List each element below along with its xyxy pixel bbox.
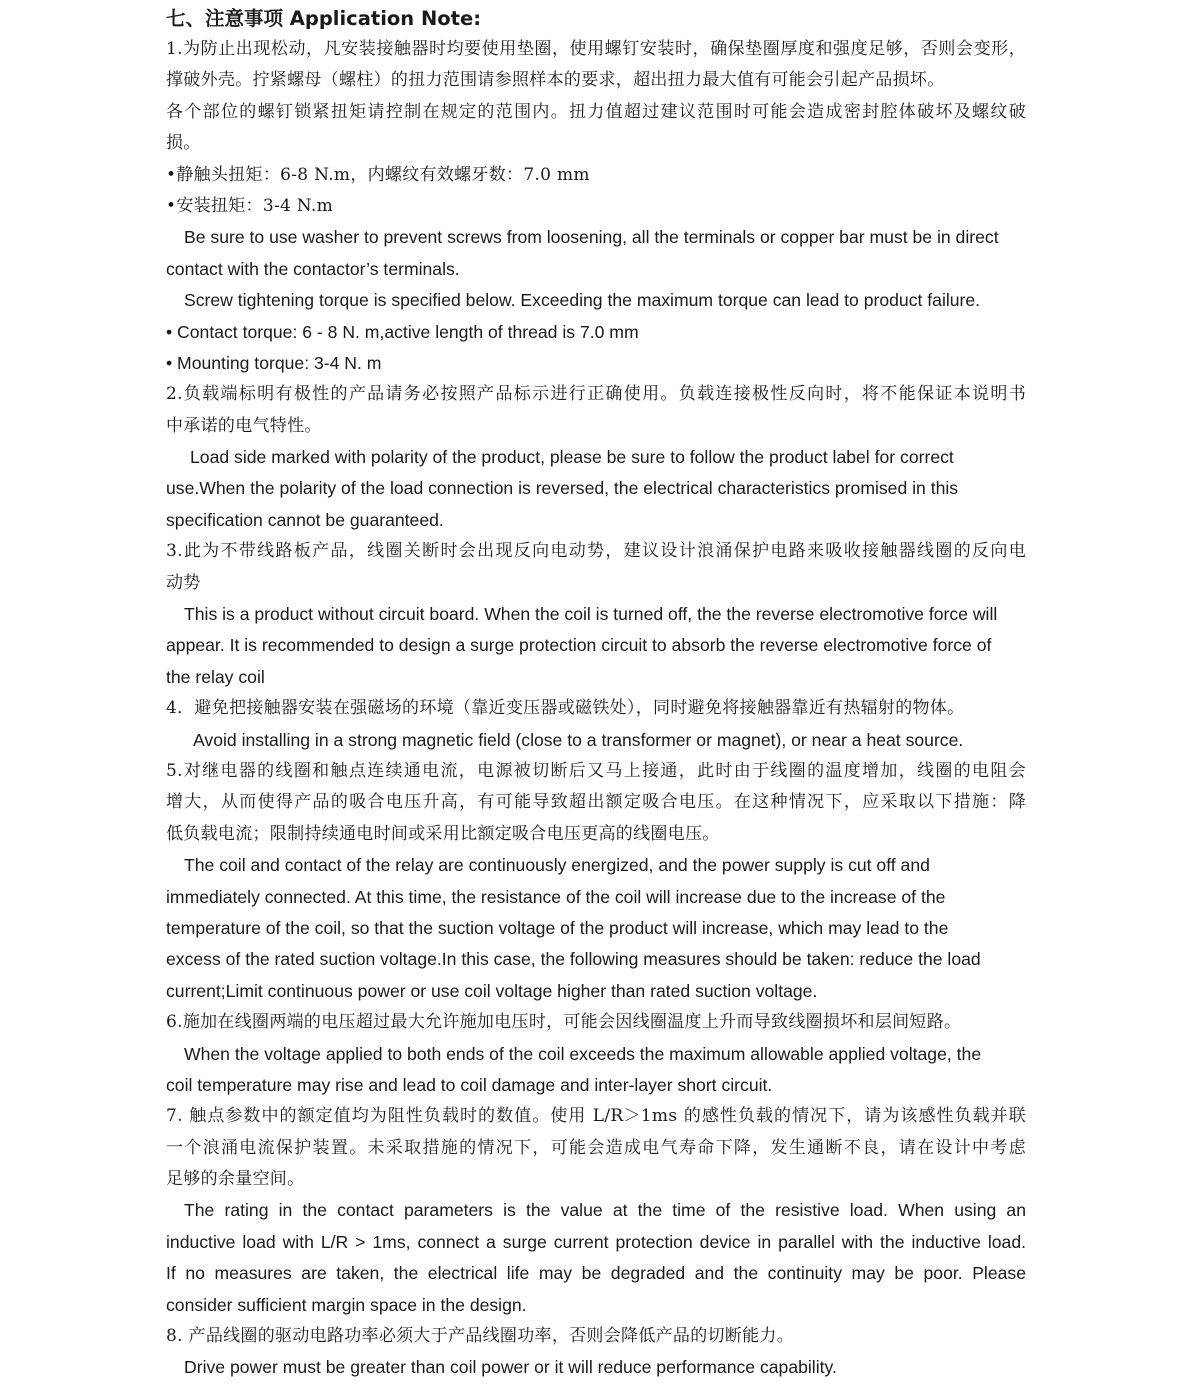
- note-5-cn-line-1: 5.对继电器的线圈和触点连续通电流，电源被切断后又马上接通，此时由于线圈的温度增加，线圈的电阻会: [166, 760, 1026, 781]
- note-7-en-line-4: consider sufficient margin space in the design.: [166, 1294, 527, 1315]
- section-title: 七、注意事项 Application Note:: [166, 7, 482, 30]
- note-1-en-line-1: Be sure to use washer to prevent screws from loosening, all the terminals or copper bar must be in direct: [184, 227, 999, 248]
- note-8-en-line-1: Drive power must be greater than coil power or it will reduce performance capability.: [184, 1357, 837, 1378]
- note-7-en-line-3: If no measures are taken, the electrical life may be degraded and the continuity may be poor. Please: [166, 1263, 1026, 1284]
- note-1-en-line-2: contact with the contactor’s terminals.: [166, 258, 460, 279]
- note-6-en-line-2: coil temperature may rise and lead to coil damage and inter-layer short circuit.: [166, 1074, 773, 1095]
- note-7-cn-line-2: 一个浪涌电流保护装置。未采取措施的情况下，可能会造成电气寿命下降，发生通断不良，请在设计中考虑: [166, 1137, 1026, 1158]
- application-note-document: [166, 3, 1026, 1384]
- note-1-en-line-3: Screw tightening torque is specified below. Exceeding the maximum torque can lead to product failure.: [184, 290, 981, 311]
- note-2-en-line-2: use.When the polarity of the load connection is reversed, the electrical characteristics promised in this: [166, 478, 959, 499]
- note-7-cn-line-3: 足够的余量空间。: [166, 1169, 305, 1190]
- note-2-en-line-3: specification cannot be guaranteed.: [166, 509, 444, 530]
- note-4-cn-line-1: 4．避免把接触器安装在强磁场的环境（靠近变压器或磁铁处），同时避免将接触器靠近有热辐射的物体。: [166, 698, 965, 719]
- note-2-cn-line-2: 中承诺的电气特性。: [166, 415, 322, 436]
- note-5-en-line-2: immediately connected. At this time, the resistance of the coil will increase due to the increase of the: [166, 886, 946, 907]
- note-1-en-contact-torque: • Contact torque: 6 - 8 N. m,active length of thread is 7.0 mm: [166, 321, 639, 342]
- note-1-en-mounting-torque: • Mounting torque: 3-4 N. m: [166, 352, 382, 373]
- note-2-en-line-1: Load side marked with polarity of the product, please be sure to follow the product label for correct: [190, 447, 954, 468]
- note-1-cn-line-1: 1.为防止出现松动，凡安装接触器时均要使用垫圈，使用螺钉安装时，确保垫圈厚度和强度足够，否则会变形，: [166, 39, 1026, 59]
- note-8-cn-line-1: 8. 产品线圈的驱动电路功率必须大于产品线圈功率，否则会降低产品的切断能力。: [166, 1326, 795, 1347]
- note-3-cn-line-1: 3.此为不带线路板产品，线圈关断时会出现反向电动势，建议设计浪涌保护电路来吸收接触器线圈的反向电: [166, 541, 1026, 562]
- note-1-cn-line-2: 撑破外壳。拧紧螺母（螺柱）的扭力范围请参照样本的要求，超出扭力最大值有可能会引起产品损坏。: [166, 70, 945, 91]
- note-3-en-line-3: the relay coil: [166, 666, 265, 687]
- note-7-cn-line-1: 7. 触点参数中的额定值均为阻性负载时的数值。使用 L/R＞1ms 的感性负载的情况下，请为该感性负载并联: [166, 1106, 1026, 1127]
- note-7-en-line-2: inductive load with L/R > 1ms, connect a surge current protection device in parallel with the inductive load.: [166, 1231, 1026, 1252]
- note-1-cn-line-3: 各个部位的螺钉锁紧扭矩请控制在规定的范围内。扭力值超过建议范围时可能会造成密封腔体破坏及螺纹破: [166, 101, 1026, 122]
- note-7-en-line-1: The rating in the contact parameters is the value at the time of the resistive load. When using an: [184, 1200, 1026, 1221]
- note-6-en-line-1: When the voltage applied to both ends of the coil exceeds the maximum allowable applied voltage, the: [184, 1043, 982, 1064]
- note-5-en-line-5: current;Limit continuous power or use coil voltage higher than rated suction voltage.: [166, 980, 818, 1001]
- note-3-en-line-1: This is a product without circuit board. When the coil is turned off, the the reverse electromotive force will: [184, 604, 998, 625]
- note-5-en-line-4: excess of the rated suction voltage.In this case, the following measures should be taken: reduce the load: [166, 949, 981, 970]
- note-5-en-line-3: temperature of the coil, so that the suction voltage of the product will increase, which may lead to the: [166, 917, 949, 938]
- note-6-cn-line-1: 6.施加在线圈两端的电压超过最大允许施加电压时，可能会因线圈温度上升而导致线圈损坏和层间短路。: [166, 1012, 962, 1033]
- note-5-en-line-1: The coil and contact of the relay are continuously energized, and the power supply is cut off and: [184, 855, 930, 876]
- note-2-cn-line-1: 2.负载端标明有极性的产品请务必按照产品标示进行正确使用。负载连接极性反向时，将不能保证本说明书: [166, 384, 1026, 405]
- note-3-cn-line-2: 动势: [166, 572, 201, 593]
- note-5-cn-line-3: 低负载电流；限制持续通电时间或采用比额定吸合电压更高的线圈电压。: [166, 823, 720, 844]
- note-5-cn-line-2: 增大，从而使得产品的吸合电压升高，有可能导致超出额定吸合电压。在这种情况下，应采取以下措施：降: [166, 792, 1026, 813]
- note-1-cn-line-4: 损。: [166, 133, 201, 154]
- note-3-en-line-2: appear. It is recommended to design a surge protection circuit to absorb the reverse electromotive force of: [166, 635, 992, 656]
- note-1-cn-contact-torque: •静触头扭矩：6-8 N.m，内螺纹有效螺牙数：7.0 mm: [166, 164, 590, 185]
- note-1-cn-mounting-torque: •安装扭矩：3-4 N.m: [166, 195, 334, 216]
- note-4-en-line-1: Avoid installing in a strong magnetic field (close to a transformer or magnet), or near a heat source.: [193, 729, 964, 750]
